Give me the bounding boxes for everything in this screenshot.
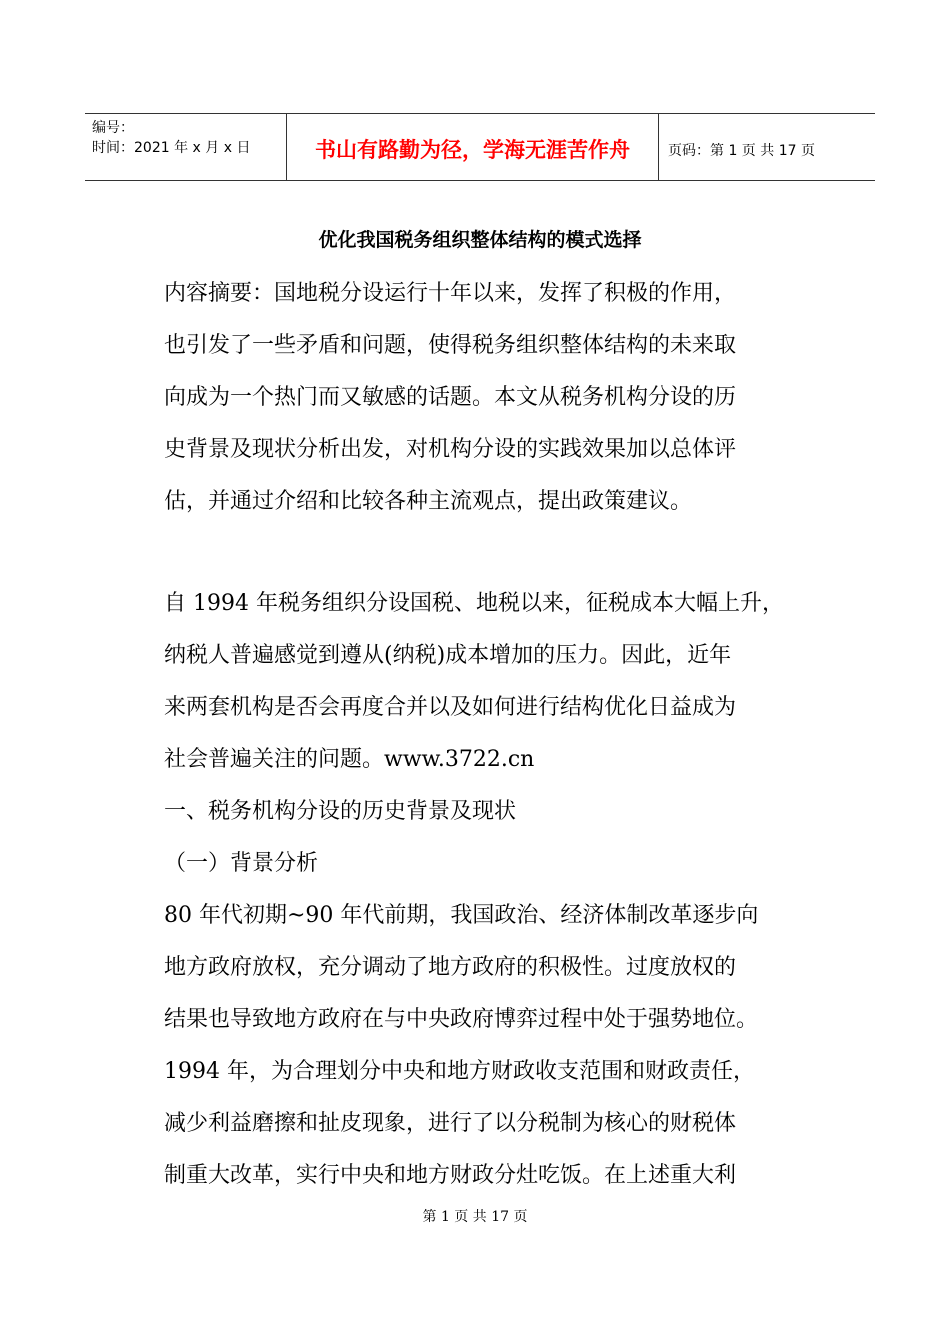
motto-cell (286, 114, 659, 180)
body-line: 80 年代初期~90 年代前期，我国政治、经济体制改革逐步向 (164, 903, 759, 928)
body-line: 来两套机构是否会再度合并以及如何进行结构优化日益成为 (164, 695, 737, 720)
body-block (164, 578, 810, 1202)
body-line: 自 1994 年税务组织分设国税、地税以来，征税成本大幅上升， (164, 591, 784, 616)
page-footer: 第 1 页 共 17 页 (422, 1209, 528, 1225)
document-header-table (85, 113, 875, 181)
body-line: 1994 年，为合理划分中央和地方财政收支范围和财政责任， (164, 1059, 755, 1084)
abstract-line: 也引发了一些矛盾和问题，使得税务组织整体结构的未来取 (164, 333, 737, 358)
abstract-line: 估，并通过介绍和比较各种主流观点，提出政策建议。 (164, 489, 693, 514)
body-line: 制重大改革，实行中央和地方财政分灶吃饭。在上述重大利 (164, 1163, 737, 1188)
body-line: 减少利益磨擦和扯皮现象，进行了以分税制为核心的财税体 (164, 1111, 737, 1136)
header-meta-cell (85, 114, 286, 180)
motto-text: 书山有路勤为径，学海无涯苦作舟 (315, 138, 630, 162)
abstract-block (164, 268, 810, 528)
body-line: 结果也导致地方政府在与中央政府博弈过程中处于强势地位。 (164, 1007, 759, 1032)
body-line: 地方政府放权，充分调动了地方政府的积极性。过度放权的 (164, 955, 737, 980)
body-line: 社会普遍关注的问题。www.3722.cn (164, 747, 535, 772)
section-heading: 一、税务机构分设的历史背景及现状 (164, 799, 517, 824)
subsection-heading: （一）背景分析 (164, 851, 319, 876)
abstract-line: 向成为一个热门而又敏感的话题。本文从税务机构分设的历 (164, 385, 737, 410)
page-info-cell (659, 114, 875, 180)
abstract-line: 史背景及现状分析出发，对机构分设的实践效果加以总体评 (164, 437, 737, 462)
page-info-text: 页码：第 1 页 共 17 页 (668, 142, 815, 159)
body-line: 纳税人普遍感觉到遵从(纳税)成本增加的压力。因此，近年 (164, 643, 732, 668)
number-label: 编号： (92, 120, 134, 136)
time-label: 时间：2021 年 x 月 x 日 (92, 140, 251, 156)
abstract-line: 内容摘要：国地税分设运行十年以来，发挥了积极的作用， (164, 281, 737, 306)
document-title: 优化我国税务组织整体结构的模式选择 (318, 229, 642, 251)
